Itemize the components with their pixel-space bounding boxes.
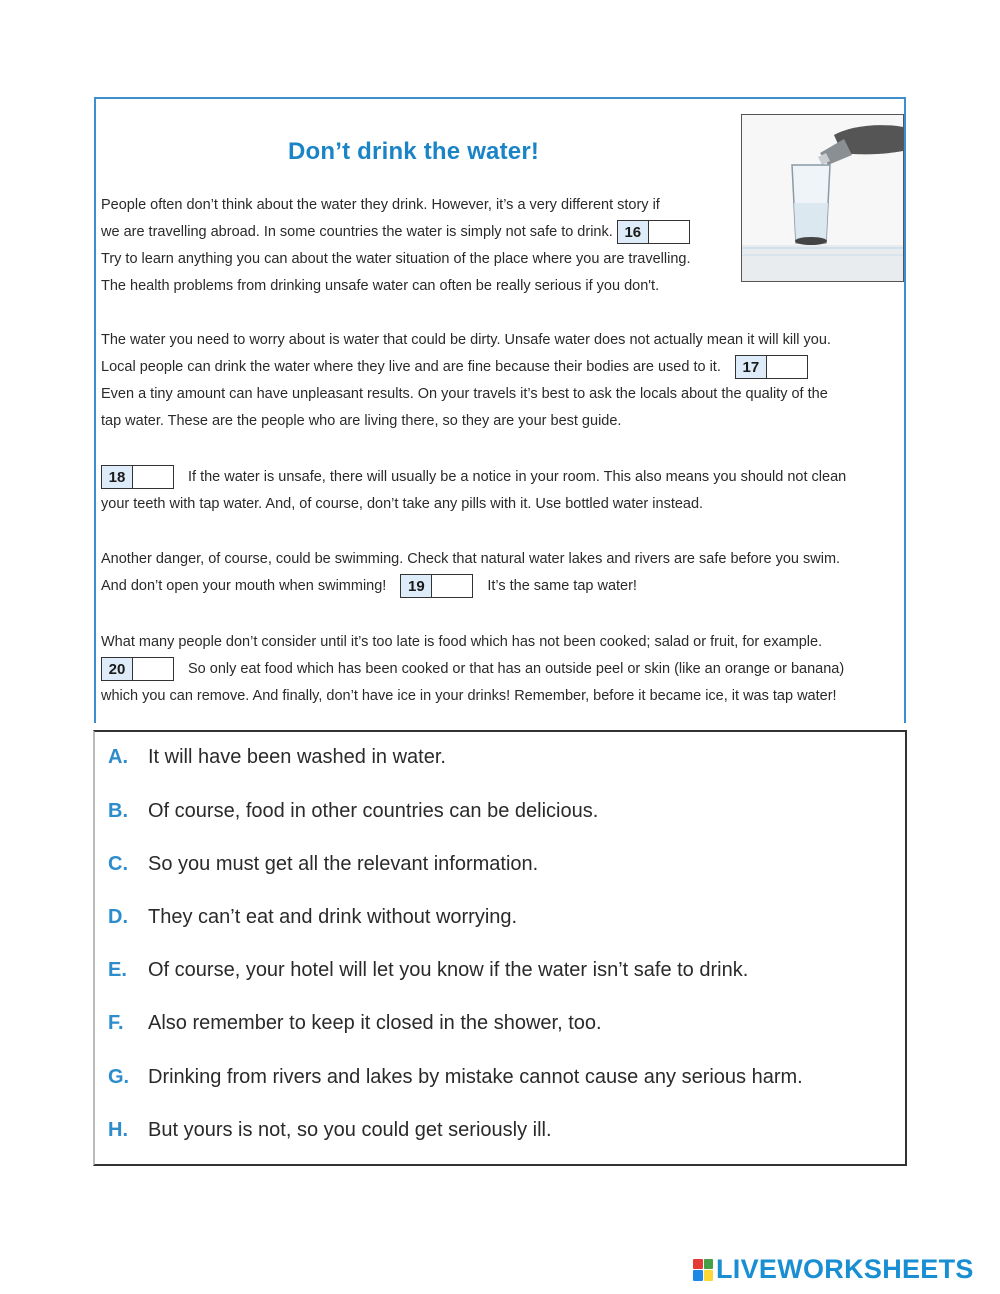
option-text: They can’t eat and drink without worrying.: [148, 906, 518, 928]
paragraph-1: [101, 192, 694, 300]
logo-text: LIVEWORKSHEETS: [716, 1254, 974, 1284]
text-line: And don’t open your mouth when swimming!: [101, 578, 387, 594]
water-glass-photo: [741, 114, 904, 282]
option-text: Also remember to keep it closed in the shower, too.: [148, 1012, 602, 1034]
text-line: Local people can drink the water where they live and are fine because their bodies are used to it.: [101, 359, 721, 375]
text-line: your teeth with tap water. And, of course, don’t take any pills with it. Use bottled water instead.: [101, 496, 704, 512]
logo-icon: [693, 1259, 713, 1281]
gap-18-answer-box[interactable]: [101, 465, 174, 489]
text-line: People often don’t think about the water they drink. However, it’s a very different story if: [101, 197, 660, 213]
paragraph-3: [101, 464, 846, 518]
option-f: [108, 1012, 602, 1035]
gap-number: 20: [102, 658, 133, 680]
gap-20-answer-box[interactable]: [101, 657, 174, 681]
option-letter: F.: [108, 1012, 124, 1034]
option-d: [108, 906, 517, 929]
option-letter: G.: [108, 1066, 130, 1088]
option-text: Of course, food in other countries can be delicious.: [148, 800, 599, 822]
option-g: [108, 1066, 803, 1089]
answer-options-panel: [93, 730, 907, 1166]
option-letter: A.: [108, 746, 128, 768]
text-line: So only eat food which has been cooked or that has an outside peel or skin (like an orange or banana): [188, 661, 845, 677]
gap-17-input[interactable]: [767, 356, 807, 378]
option-letter: H.: [108, 1119, 128, 1141]
gap-number: 19: [401, 575, 432, 597]
article-title: Don’t drink the water!: [288, 138, 540, 165]
gap-19-input[interactable]: [432, 575, 472, 597]
option-b: [108, 800, 598, 823]
option-text: Of course, your hotel will let you know if the water isn’t safe to drink.: [148, 959, 749, 981]
text-line: Try to learn anything you can about the water situation of the place where you are travelling.: [101, 251, 691, 267]
gap-20-input[interactable]: [133, 658, 173, 680]
text-line: The water you need to worry about is water that could be dirty. Unsafe water does not actually mean it will kill you.: [101, 332, 831, 348]
gap-17-answer-box[interactable]: [735, 355, 808, 379]
option-h: [108, 1119, 552, 1142]
option-text: So you must get all the relevant information.: [148, 853, 539, 875]
option-text: It will have been washed in water.: [148, 746, 446, 768]
text-line: which you can remove. And finally, don’t have ice in your drinks! Remember, before it became ice, it was tap water!: [101, 688, 837, 704]
text-line: If the water is unsafe, there will usually be a notice in your room. This also means you should not clean: [188, 469, 847, 485]
gap-16-answer-box[interactable]: [617, 220, 690, 244]
text-line: The health problems from drinking unsafe water can often be really serious if you don't.: [101, 278, 660, 294]
liveworksheets-logo: [693, 1254, 974, 1285]
text-line: It’s the same tap water!: [487, 578, 637, 594]
option-c: [108, 853, 538, 876]
text-line: What many people don’t consider until it’s too late is food which has not been cooked; salad or fruit, for example.: [101, 634, 823, 650]
paragraph-5: [101, 629, 844, 710]
gap-18-input[interactable]: [133, 466, 173, 488]
option-a: [108, 746, 446, 769]
pouring-water-illustration: [742, 115, 903, 281]
gap-16-input[interactable]: [649, 221, 689, 243]
gap-number: 16: [618, 221, 649, 243]
option-e: [108, 959, 748, 982]
text-line: we are travelling abroad. In some countries the water is simply not safe to drink.: [101, 224, 613, 240]
gap-number: 17: [736, 356, 767, 378]
text-line: tap water. These are the people who are living there, so they are your best guide.: [101, 413, 622, 429]
option-letter: C.: [108, 853, 128, 875]
text-line: Another danger, of course, could be swimming. Check that natural water lakes and rivers are safe before you swim.: [101, 551, 841, 567]
option-text: But yours is not, so you could get seriously ill.: [148, 1119, 552, 1141]
option-letter: D.: [108, 906, 128, 928]
option-text: Drinking from rivers and lakes by mistake cannot cause any serious harm.: [148, 1066, 803, 1088]
option-letter: B.: [108, 800, 128, 822]
gap-19-answer-box[interactable]: [400, 574, 473, 598]
text-line: Even a tiny amount can have unpleasant results. On your travels it’s best to ask the locals about the quality of the: [101, 386, 828, 402]
option-letter: E.: [108, 959, 127, 981]
gap-number: 18: [102, 466, 133, 488]
paragraph-2: [101, 327, 831, 435]
paragraph-4: [101, 546, 840, 600]
